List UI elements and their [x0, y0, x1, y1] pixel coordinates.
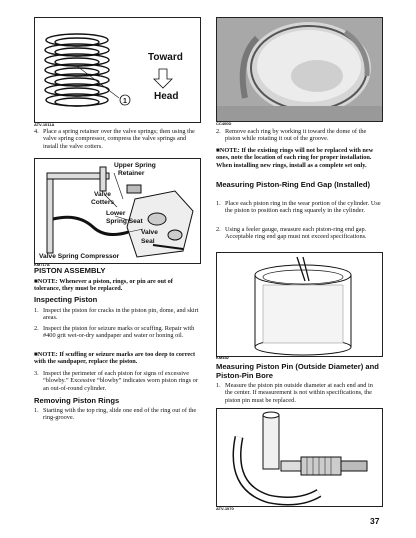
- arrow-down-icon: [154, 69, 172, 88]
- label-compressor: Valve Spring Compressor: [39, 253, 120, 260]
- label-seal: Seal: [141, 238, 155, 245]
- pin-step-1: 1. Measure the piston pin outside diameter at each end and in the center. If measurement is not within specifications, the piston pin must be replaced.: [216, 382, 373, 404]
- figure-code: ATV-1070: [216, 506, 234, 511]
- subheading-inspecting-piston: Inspecting Piston: [34, 295, 98, 304]
- label-lower: Lower: [106, 210, 126, 217]
- piston-ring-illustration: [217, 18, 382, 121]
- ring-gap-illustration: [217, 253, 382, 356]
- note-rings: ■NOTE: If the existing rings will not be replaced with new ones, note the location of each ring for proper installation. When installing new rings, install as a complete set only.: [216, 147, 374, 169]
- page-number: 37: [370, 516, 380, 526]
- callout-number: 1: [123, 98, 127, 105]
- figure-code: KM717A: [34, 262, 50, 267]
- valve-spring-illustration: [35, 18, 200, 122]
- subheading-piston-pin: Measuring Piston Pin (Outside Diameter) and Piston-Pin Bore: [216, 362, 379, 380]
- end-gap-step-2: 2. Using a feeler gauge, measure each piston-ring end gap. Acceptable ring end gap must not exceed specifications.: [216, 226, 367, 241]
- subheading-end-gap: Measuring Piston-Ring End Gap (Installed): [216, 180, 370, 189]
- micrometer-figure: [216, 408, 383, 507]
- toward-label: Toward: [148, 52, 183, 63]
- figure-code: CC400D: [216, 121, 232, 126]
- label-valve-2: Valve: [141, 229, 158, 236]
- head-label: Head: [154, 91, 179, 102]
- remove-step-1: 1. Starting with the top ring, slide one end of the ring out of the ring-groove.: [34, 407, 197, 422]
- figure-code: KM452: [216, 355, 229, 360]
- remove-step-2: 2. Remove each ring by working it toward the dome of the piston while rotating it out of the groove.: [216, 128, 367, 143]
- micrometer-illustration: [217, 409, 382, 506]
- label-upper-spring: Upper Spring: [114, 162, 156, 169]
- label-retainer: Retainer: [118, 170, 145, 177]
- valve-compressor-figure: [34, 158, 201, 264]
- figure-code: ATV-1011A: [34, 122, 55, 127]
- subheading-removing-rings: Removing Piston Rings: [34, 396, 120, 405]
- valve-compressor-illustration: [35, 159, 200, 263]
- inspect-step-2: 2. Inspect the piston for seizure marks or scuffing. Repair with #400 grit wet-or-dry sandpaper and water or honing oil.: [34, 325, 195, 340]
- step-4: 4. Place a spring retainer over the valve springs; then using the valve spring compressor, compress the valve springs and install the valve cotters.: [34, 128, 195, 150]
- label-spring-seat: Spring Seat: [106, 218, 143, 225]
- ring-gap-figure: [216, 252, 383, 357]
- inspect-step-1: 1. Inspect the piston for cracks in the piston pin, dome, and skirt areas.: [34, 307, 199, 322]
- inspect-step-3: 3. Inspect the perimeter of each piston for signs of excessive “blowby.” Excessive “blowby” indicates worn piston rings or an out-of-round cylinder.: [34, 370, 198, 392]
- label-valve: Valve: [94, 191, 111, 198]
- label-cotters: Cotters: [91, 199, 115, 206]
- valve-spring-figure: [34, 17, 201, 123]
- section-heading: PISTON ASSEMBLY: [34, 266, 106, 275]
- note-tolerance: ■NOTE: Whenever a piston, rings, or pin are out of tolerance, they must be replaced.: [34, 278, 173, 293]
- piston-ring-figure: [216, 17, 383, 122]
- end-gap-step-1: 1. Place each piston ring in the wear portion of the cylinder. Use the piston to position each ring squarely in the cylinder.: [216, 200, 381, 215]
- note-scuffing: ■NOTE: If scuffing or seizure marks are too deep to correct with the sandpaper, replace the piston.: [34, 351, 196, 366]
